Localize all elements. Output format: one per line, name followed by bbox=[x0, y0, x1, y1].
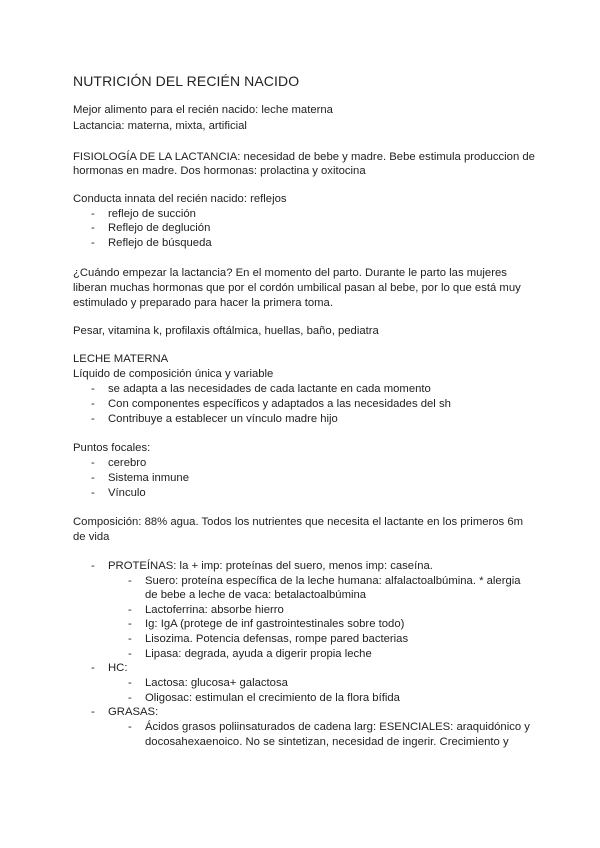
puntos-heading: Puntos focales: bbox=[73, 442, 151, 454]
list-bullet: - bbox=[91, 383, 95, 395]
leche-item: Con componentes específicos y adaptados a las necesidades del sh bbox=[108, 398, 451, 410]
grasas-item-cont: docosahexaenoico. No se sintetizan, necesidad de ingerir. Crecimiento y bbox=[145, 736, 509, 748]
grasas-item: Ácidos grasos poliinsaturados de cadena larg: ESENCIALES: araquidónico y bbox=[145, 721, 530, 733]
list-bullet: - bbox=[128, 575, 132, 587]
leche-item: Contribuye a establecer un vínculo madre hijo bbox=[108, 413, 338, 425]
proteinas-item: Suero: proteína específica de la leche humana: alfalactoalbúmina. * alergia bbox=[145, 575, 521, 587]
list-bullet: - bbox=[128, 633, 132, 645]
composicion-line-1: Composición: 88% agua. Todos los nutrientes que necesita el lactante en los primeros 6m bbox=[73, 516, 524, 528]
cuando-line-2: liberan muchas hormonas que por el cordón umbilical pasan al bebe, por lo que está muy bbox=[73, 282, 521, 294]
leche-subheading: Líquido de composición única y variable bbox=[73, 368, 274, 380]
puntos-item: Vínculo bbox=[108, 487, 146, 499]
list-bullet: - bbox=[128, 721, 132, 733]
fisiologia-line-1: FISIOLOGÍA DE LA LACTANCIA: necesidad de bebe y madre. Bebe estimula produccion de bbox=[73, 151, 535, 163]
puntos-item: Sistema inmune bbox=[108, 472, 189, 484]
intro-line-2: Lactancia: materna, mixta, artificial bbox=[73, 120, 247, 132]
hc-label: HC: bbox=[108, 662, 128, 674]
cuando-line-3: estimulado y preparado para hacer la primera toma. bbox=[73, 297, 333, 309]
grasas-label: GRASAS: bbox=[108, 706, 159, 718]
fisiologia-line-2: hormonas en madre. Dos hormonas: prolactina y oxitocina bbox=[73, 165, 366, 177]
leche-heading: LECHE MATERNA bbox=[73, 353, 169, 365]
conducta-item: reflejo de succión bbox=[108, 208, 196, 220]
list-bullet: - bbox=[91, 398, 95, 410]
puntos-item: cerebro bbox=[108, 457, 147, 469]
hc-item: Lactosa: glucosa+ galactosa bbox=[145, 677, 288, 689]
proteinas-label: PROTEÍNAS: la + imp: proteínas del suero, menos imp: caseína. bbox=[108, 560, 433, 572]
list-bullet: - bbox=[91, 472, 95, 484]
leche-item: se adapta a las necesidades de cada lactante en cada momento bbox=[108, 383, 431, 395]
list-bullet: - bbox=[91, 222, 95, 234]
list-bullet: - bbox=[91, 662, 95, 674]
conducta-item: Reflejo de búsqueda bbox=[108, 237, 212, 249]
list-bullet: - bbox=[128, 604, 132, 616]
list-bullet: - bbox=[91, 706, 95, 718]
list-bullet: - bbox=[91, 208, 95, 220]
proteinas-item: Lisozima. Potencia defensas, rompe pared bacterias bbox=[145, 633, 409, 645]
conducta-heading: Conducta innata del recién nacido: reflejos bbox=[73, 193, 287, 205]
list-bullet: - bbox=[128, 692, 132, 704]
cuando-line-1: ¿Cuándo empezar la lactancia? En el momento del parto. Durante le parto las mujeres bbox=[73, 267, 507, 279]
proteinas-item: Ig: IgA (protege de inf gastrointestinales sobre todo) bbox=[145, 618, 405, 630]
list-bullet: - bbox=[91, 457, 95, 469]
pesar-line: Pesar, vitamina k, profilaxis oftálmica, huellas, baño, pediatra bbox=[73, 325, 379, 337]
page-title: NUTRICIÓN DEL RECIÉN NACIDO bbox=[73, 73, 300, 89]
proteinas-item: Lipasa: degrada, ayuda a digerir propia leche bbox=[145, 648, 372, 660]
list-bullet: - bbox=[91, 560, 95, 572]
list-bullet: - bbox=[91, 487, 95, 499]
proteinas-item-cont: de bebe a leche de vaca: betalactoalbúmina bbox=[145, 589, 367, 601]
list-bullet: - bbox=[128, 618, 132, 630]
list-bullet: - bbox=[91, 413, 95, 425]
composicion-line-2: de vida bbox=[73, 531, 110, 543]
list-bullet: - bbox=[128, 648, 132, 660]
proteinas-item: Lactoferrina: absorbe hierro bbox=[145, 604, 284, 616]
list-bullet: - bbox=[128, 677, 132, 689]
hc-item: Oligosac: estimulan el crecimiento de la flora bífida bbox=[145, 692, 400, 704]
intro-line-1: Mejor alimento para el recién nacido: leche materna bbox=[73, 104, 333, 116]
conducta-item: Reflejo de deglución bbox=[108, 222, 211, 234]
list-bullet: - bbox=[91, 237, 95, 249]
